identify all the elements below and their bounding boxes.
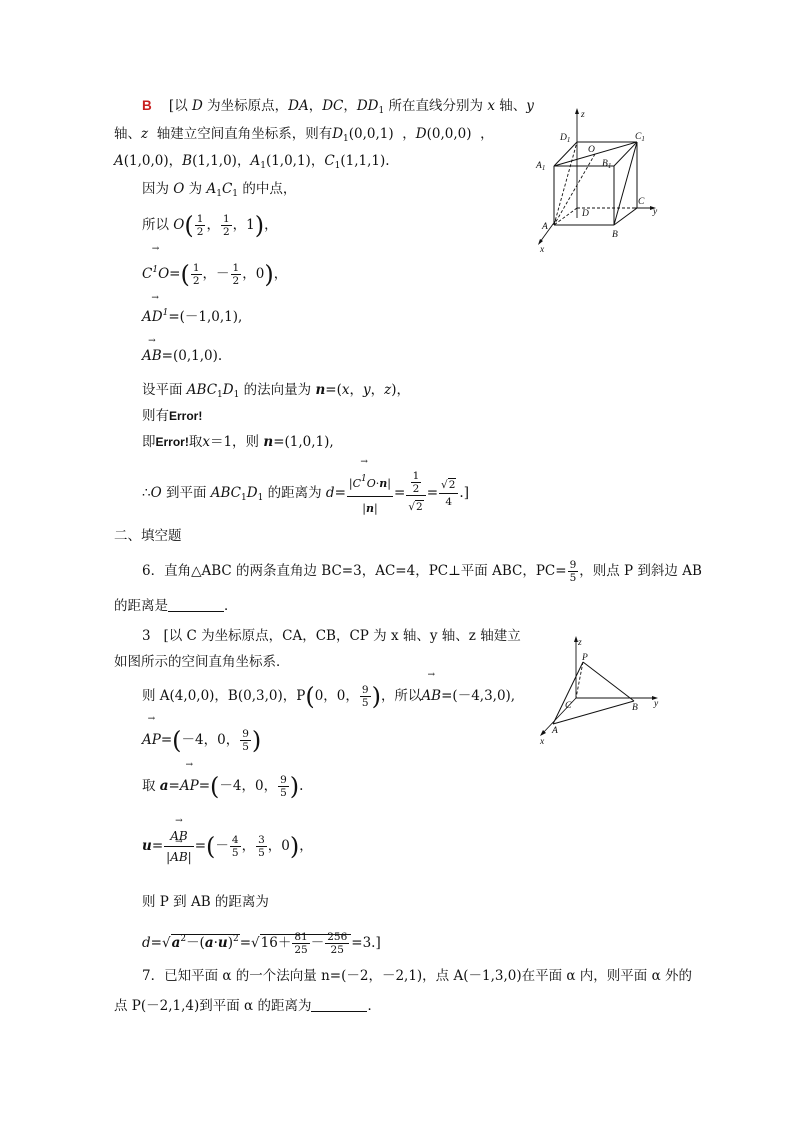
q5-AD1-vector: → $AD^1=(-1,0,1)$, <box>142 303 242 327</box>
svg-text:A: A <box>542 222 548 232</box>
q5-answer: B <box>142 98 152 113</box>
q7-line-2: 点 P(－2,1,4)到平面 α 的距离为 ． <box>114 998 381 1014</box>
q5-line-1: B [以 D 为坐标原点，DA，DC，$DD_1$ 所在直线分别为 x 轴、y <box>142 98 534 116</box>
q6-unit-u: u= → $\frac{AB}{|\to AB|}$ =(－ $\frac{4}{5}$ ， $\frac{3}{5}$ ，0)， <box>142 818 313 875</box>
q7-answer-blank[interactable] <box>311 997 367 1012</box>
section-title: 二、填空题 <box>114 528 182 544</box>
q7-line-1: 7．已知平面 α 的一个法向量 n=(－2，－2,1)，点 A(－1,3,0)在平面 α 内，则平面 α 外的 <box>142 968 692 984</box>
q6-sol-1: 3 [以 C 为坐标原点，CA，CB，CP 为 x 轴、y 轴、z 轴建立 <box>142 628 521 644</box>
svg-text:C: C <box>565 701 572 711</box>
svg-text:P: P <box>582 653 588 663</box>
q6-AP-vector: → AP=(－4，0， $\frac{9}{5}$ ) <box>142 724 261 757</box>
svg-text:B: B <box>612 230 618 240</box>
q6-dist-formula: $d=√a^2-(a\cdot u)^2=√16+$ $\frac{81}{25}$ － $\frac{256}{25}$ =3.] <box>142 931 381 956</box>
svg-text:z: z <box>578 638 582 648</box>
svg-text:z: z <box>581 110 585 120</box>
svg-text:y: y <box>653 207 658 217</box>
q5-O-coord: 所以 O( $\frac{1}{2}$ ， $\frac{1}{2}$ ，1)， <box>142 211 278 240</box>
tetrahedron-figure <box>538 636 668 746</box>
svg-text:D: D <box>582 209 589 219</box>
svg-text:O: O <box>588 145 595 155</box>
q6-sol-2: 如图所示的空间直角坐标系． <box>114 654 290 670</box>
q6-answer-blank[interactable] <box>168 597 224 612</box>
svg-text:x: x <box>540 737 545 746</box>
q5-AB-vector: → AB=(0,1,0). <box>142 346 222 366</box>
q5-line-4: 因为 O 为 $A_1C_1$ 的中点， <box>142 181 297 199</box>
svg-text:D1: $D_1$ <box>560 133 571 144</box>
q5-line-3: A(1,0,0)，B(1,1,0)，$A_1(1,0,1)$，$C_1(1,1,1)$. <box>114 153 390 171</box>
q5-take-line: 即Error!取x＝1，则 n=(1,0,1), <box>142 434 334 450</box>
q6-line-1: 6．直角△ABC 的两条直角边 BC=3，AC=4，PC⊥平面 ABC，PC= $\frac{9}{5}$ ，则点 P 到斜边 AB <box>142 559 702 584</box>
q5-normal-line: 设平面 $ABC_1D_1$ 的法向量为 n=(x，y，z)， <box>142 382 411 400</box>
q5-then-line: 则有Error! <box>142 408 203 424</box>
q6-line-2: 的距离是 ． <box>114 598 238 614</box>
q5-line-2: 轴、z 轴建立空间直角坐标系，则有$D_1(0,0,1)$ ，D(0,0,0) ， <box>114 126 494 144</box>
svg-text:B1: $B_1$ <box>602 159 612 170</box>
svg-text:C1: $C_1$ <box>635 132 645 143</box>
q6-sol-3: 则 A(4,0,0)，B(0,3,0)，P(0，0， $\frac{9}{5}$ )，所以→ AB=(－4,3,0), <box>142 680 515 713</box>
q6-take-a: 取 a=→ AP=(－4，0， $\frac{9}{5}$ ). <box>142 770 303 803</box>
svg-text:C: C <box>638 197 645 207</box>
svg-text:B: B <box>632 703 638 713</box>
svg-text:y: y <box>654 699 659 709</box>
q5-distance-line: ∴O 到平面 $ABC_1D_1$ 的距离为 d= $\frac{|\to C^1O\cdot n|}{|n|}$ = $\frac{\frac{1}{2}}{√2}$ = $\frac{√2}{4}$ .] <box>142 460 469 531</box>
svg-text:A: A <box>552 726 558 736</box>
svg-text:x: x <box>540 245 545 253</box>
cube-figure <box>532 108 672 253</box>
q6-dist-text: 则 P 到 AB 的距离为 <box>142 894 269 910</box>
svg-text:A1: $A_1$ <box>536 161 546 172</box>
q5-C1O-vector: → $C^1O=$( $\frac{1}{2}$ ，－ $\frac{1}{2}$ ，0)， <box>142 254 287 291</box>
